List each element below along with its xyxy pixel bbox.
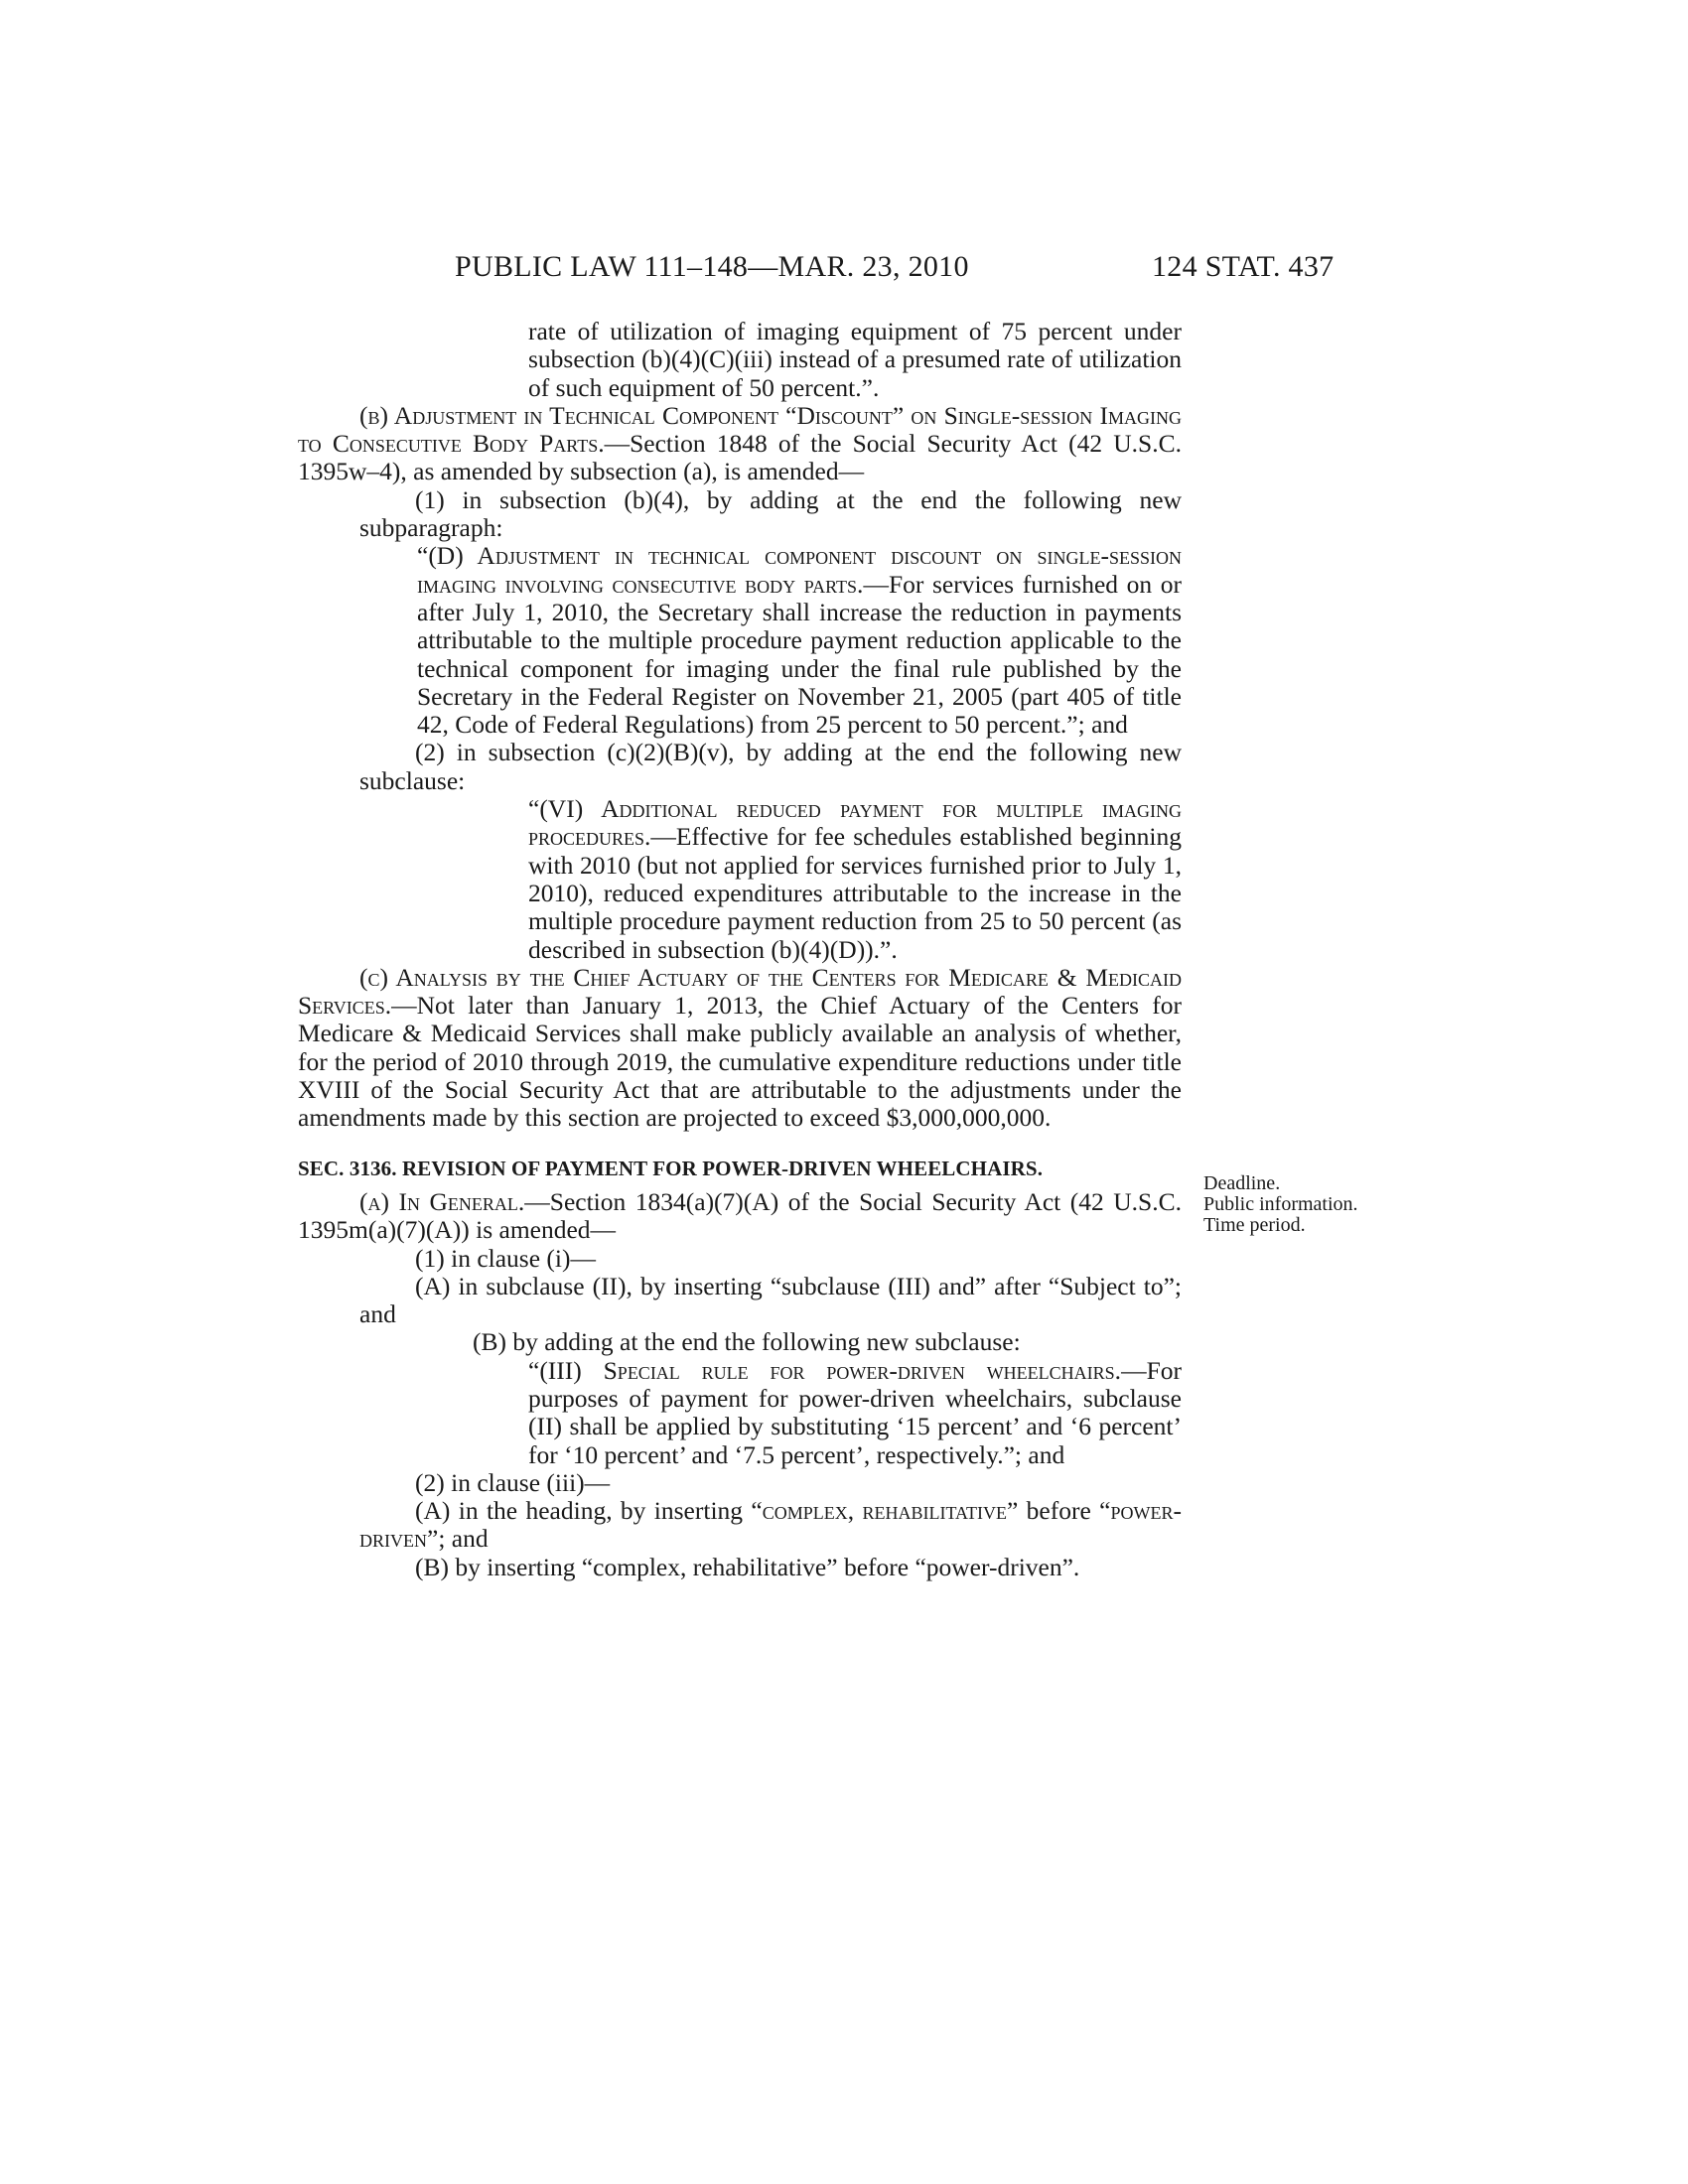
subsection-b [298,402,1182,486]
subparagraph-d-text: —For services furnished on or after July 1, 2010, the Secretary shall increase the reduction in payments attributable to the multiple procedure payment reduction applicable to the technical component for imaging under the final rule published by the Secretary in the Federal Register on November 21, 2005 (part 405 of title 42, Code of Federal Regulations) from 25 percent to 50 percent.”; and [417,569,1182,740]
subparagraph-a2B: (B) by inserting “complex, rehabilitative” before “power-driven”. [415,1552,1080,1581]
margin-note [1203,1173,1372,1236]
subclause-vi-text: —Effective for fee schedules established beginning with 2010 (but not applied for services furnished prior to July 1, 2010), reduced expenditures attributable to the increase in the multiple procedure payment reduction from 25 to 50 percent (as described in subsection (b)(4)(D)).”. [528,822,1182,964]
subclause-vi [298,795,1182,964]
paragraph-a2: (2) in clause (iii)— [415,1467,611,1497]
margin-note-deadline: Deadline. [1203,1172,1281,1194]
subsection-c-text: —Not later than January 1, 2013, the Chief Actuary of the Centers for Medicare & Medicaid Services shall make publicly available an analysis of whether, for the period of 2010 through 2019, the cumulative expenditure reductions under title XVIII of the Social Security Act that are attributable to the adjustments under the amendments made by this section are projected to exceed $3,000,000,000. [298,991,1182,1133]
paragraph-b2: (2) in subsection (c)(2)(B)(v), by adding at the end the following new subclause: [359,738,1182,795]
paragraph-b1: (1) in subsection (b)(4), by adding at the end the following new subparagraph: [359,484,1182,543]
subsection-b-text: —Section 1848 of the Social Security Act (42 U.S.C. 1395w–4), as amended by subsection (a), is amended— [298,429,1183,486]
a2A-smallcaps-1: complex, rehabilitative [762,1496,1007,1526]
subsection-b-heading: (b) Adjustment in Technical Component “Discount” on Single-session Imaging to Consecutive Body Parts. [298,400,1182,459]
paragraph-a1: (1) in clause (i)— [415,1243,596,1273]
margin-note-time-period: Time period. [1203,1214,1306,1236]
section-3136-heading: SEC. 3136. REVISION OF PAYMENT FOR POWER-DRIVEN WHEELCHAIRS. [298,1156,1044,1180]
a2A-smallcaps-2: power-driven [359,1496,1182,1554]
running-header-page-ref: 124 STAT. 437 [1152,250,1335,283]
margin-note-public-information: Public information. [1203,1193,1358,1215]
a2A-text-2: ” before “ [1007,1496,1111,1526]
continued-paragraph: rate of utilization of imaging equipment of 75 percent under subsection (b)(4)(C)(iii) instead of a presumed rate of utilization of such equipment of 50 percent.”. [528,317,1182,402]
a2A-text-3: ”; and [427,1524,489,1554]
subparagraph-d [298,542,1182,739]
running-header-title: PUBLIC LAW 111–148—MAR. 23, 2010 [455,250,969,283]
subparagraph-a2A [298,1497,1182,1554]
body-text [298,318,1182,1581]
subsection-a-text: —Section 1834(a)(7)(A) of the Social Security Act (42 U.S.C. 1395m(a)(7)(A)) is amended— [298,1186,1182,1245]
subsection-a-heading: (a) In General. [359,1186,525,1216]
subsection-a [298,1188,1182,1245]
subsection-c [298,964,1182,1133]
subclause-vi-heading: “(VI) Additional reduced payment for multiple imaging procedures. [528,794,1182,852]
a2A-text-1: (A) in the heading, by inserting “ [415,1496,763,1526]
subparagraph-a1A: (A) in subclause (II), by inserting “subclause (III) and” after “Subject to”; and [359,1271,1182,1329]
subparagraph-d-heading: “(D) Adjustment in technical component discount on single-session imaging involving consecutive body parts. [417,541,1182,599]
subclause-iii-heading: “(III) Special rule for power-driven wheelchairs. [528,1355,1122,1385]
subclause-iii-text: —For purposes of payment for power-driven wheelchairs, subclause (II) shall be applied by substituting ‘15 percent’ and ‘6 percent’ for ‘10 percent’ and ‘7.5 percent’, respectively.”; and [528,1355,1182,1469]
subclause-iii [298,1357,1182,1469]
subsection-c-heading: (c) Analysis by the Chief Actuary of the Centers for Medicare & Medicaid Services. [298,962,1182,1021]
subparagraph-a1B: (B) by adding at the end the following new subclause: [473,1327,1021,1357]
